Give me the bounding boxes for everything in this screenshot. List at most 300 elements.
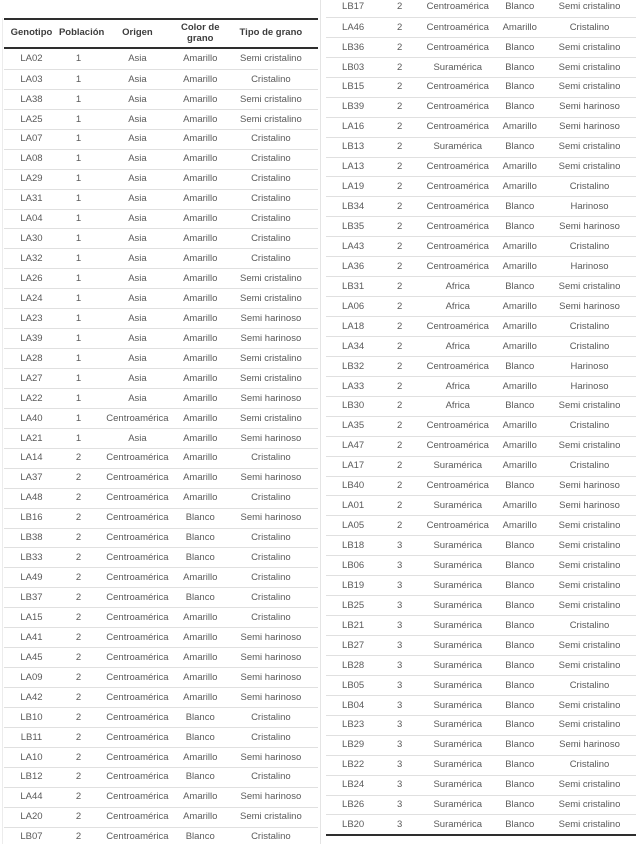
table-cell: 3 — [396, 600, 403, 611]
table-cell: Blanco — [505, 680, 535, 691]
table-cell: Cristalino — [569, 182, 610, 192]
table-cell: Semi harinoso — [240, 473, 302, 483]
table-cell: LA35 — [342, 421, 365, 431]
table-cell: LB05 — [342, 680, 365, 691]
table-row — [326, 575, 636, 595]
table-cell: Cristalino — [569, 421, 610, 431]
table-row — [326, 236, 636, 256]
table-cell: Suramérica — [433, 740, 483, 750]
table-row — [326, 775, 636, 795]
table-cell: Asia — [128, 353, 147, 364]
table-cell: 2 — [396, 421, 403, 431]
table-cell: Blanco — [185, 712, 215, 723]
table-cell: 1 — [75, 333, 82, 344]
table-cell: 2 — [396, 341, 403, 352]
table-cell: Blanco — [185, 772, 215, 782]
table-row — [326, 176, 636, 196]
table-cell: 2 — [396, 42, 403, 53]
header-poblacion: Población — [58, 27, 105, 39]
table-cell: LB28 — [342, 660, 365, 671]
table-cell: Cristalino — [251, 194, 291, 204]
table-cell: Semi harinoso — [240, 313, 302, 324]
table-cell: 3 — [396, 700, 403, 711]
table-row — [326, 77, 636, 97]
table-cell: Semi cristalino — [558, 560, 621, 571]
table-cell: 2 — [396, 401, 403, 411]
table-cell: Amarillo — [183, 154, 218, 164]
table-header-row — [4, 18, 318, 49]
table-row — [4, 368, 318, 388]
table-cell: Centroamérica — [106, 832, 169, 842]
table-cell: Blanco — [185, 593, 215, 603]
table-cell: Amarillo — [502, 461, 537, 471]
table-cell: 2 — [396, 202, 403, 212]
table-cell: LA25 — [20, 114, 43, 125]
table-cell: Semi cristalino — [239, 353, 302, 364]
table-cell: África — [445, 341, 470, 352]
table-cell: Amarillo — [183, 692, 218, 703]
table-cell: LA29 — [20, 174, 43, 184]
table-cell: Suramérica — [433, 820, 483, 830]
table-cell: Blanco — [505, 202, 535, 212]
table-cell: LB39 — [342, 102, 365, 112]
table-cell: Centroamérica — [426, 202, 489, 212]
table-row — [326, 695, 636, 715]
table-cell: LA42 — [20, 692, 43, 703]
table-cell: Semi cristalino — [558, 541, 621, 551]
table-row — [4, 627, 318, 647]
table-row — [326, 97, 636, 117]
table-cell: Semi cristalino — [558, 82, 621, 92]
table-cell: Suramérica — [433, 600, 483, 611]
table-cell: Cristalino — [569, 241, 610, 252]
table-cell: Amarillo — [502, 162, 537, 172]
table-cell: LB32 — [342, 361, 365, 372]
table-cell: LA43 — [342, 241, 365, 252]
table-cell: Centroamérica — [106, 493, 169, 503]
table-cell: LA16 — [342, 122, 365, 132]
table-cell: Centroamérica — [426, 42, 489, 53]
table-cell: Amarillo — [502, 421, 537, 431]
table-cell: Semi cristalino — [558, 600, 621, 611]
table-row — [4, 248, 318, 268]
table-cell: Cristalino — [251, 712, 291, 723]
table-cell: Suramérica — [433, 461, 483, 471]
table-cell: Blanco — [505, 600, 535, 611]
table-cell: Blanco — [505, 481, 535, 491]
table-row — [326, 515, 636, 535]
table-cell: LA49 — [20, 573, 43, 583]
table-cell: Cristalino — [251, 174, 291, 184]
table-cell: Asia — [128, 254, 147, 264]
table-row — [4, 687, 318, 707]
table-cell: 2 — [75, 493, 82, 503]
table-cell: LA48 — [20, 493, 43, 503]
table-cell: LA41 — [20, 632, 43, 643]
table-cell: Suramérica — [433, 680, 483, 691]
table-cell: Blanco — [505, 401, 535, 411]
table-cell: 1 — [75, 313, 82, 324]
table-cell: Blanco — [185, 513, 215, 523]
table-cell: 2 — [75, 473, 82, 483]
table-cell: Centroamérica — [106, 593, 169, 603]
table-cell: LB37 — [20, 593, 43, 603]
table-cell: Centroamérica — [426, 82, 489, 92]
table-cell: LB26 — [342, 800, 365, 810]
table-cell: Centroamérica — [106, 652, 169, 663]
table-cell: Cristalino — [251, 573, 291, 583]
header-genotipo: Genotipo — [10, 27, 53, 39]
table-cell: Semi cristalino — [558, 521, 621, 531]
table-cell: 1 — [75, 134, 82, 144]
table-cell: Amarillo — [183, 94, 218, 105]
table-row — [4, 727, 318, 747]
table-row — [4, 388, 318, 408]
table-cell: Amarillo — [183, 134, 218, 144]
table-cell: LB11 — [20, 732, 43, 743]
table-row — [326, 755, 636, 775]
table-cell: 2 — [396, 102, 403, 112]
table-cell: 3 — [396, 541, 403, 551]
table-cell: 2 — [75, 612, 82, 623]
table-row — [326, 356, 636, 376]
genotype-table-left — [4, 18, 318, 844]
table-cell: Blanco — [505, 820, 535, 830]
table-cell: Blanco — [505, 281, 535, 292]
table-cell: LB25 — [342, 600, 365, 611]
table-cell: LA39 — [20, 333, 43, 344]
table-cell: 3 — [396, 640, 403, 651]
table-cell: 1 — [75, 393, 82, 404]
table-row — [326, 436, 636, 456]
table-cell: Semi cristalino — [558, 441, 621, 451]
table-cell: Centroamérica — [426, 421, 489, 431]
table-cell: Asia — [128, 373, 147, 384]
table-cell: Semi cristalino — [558, 162, 621, 172]
table-cell: 2 — [396, 22, 403, 33]
table-cell: Asia — [128, 194, 147, 204]
table-cell: 2 — [396, 501, 403, 511]
table-cell: LA40 — [20, 413, 43, 424]
table-cell: LA38 — [20, 94, 43, 105]
table-row — [4, 607, 318, 627]
table-cell: LB17 — [342, 2, 365, 12]
table-cell: 2 — [396, 261, 403, 272]
table-cell: Semi cristalino — [239, 274, 302, 284]
table-cell: 2 — [396, 521, 403, 531]
table-cell: Amarillo — [183, 114, 218, 125]
header-tipo-grano: Tipo de grano — [239, 27, 303, 39]
table-cell: Blanco — [505, 700, 535, 711]
table-cell: Amarillo — [502, 381, 537, 392]
table-row — [326, 376, 636, 396]
table-row — [4, 508, 318, 528]
table-cell: Suramérica — [433, 142, 483, 152]
table-row — [4, 169, 318, 189]
table-cell: Suramérica — [433, 580, 483, 591]
table-cell: Centroamérica — [106, 612, 169, 623]
table-cell: Amarillo — [183, 433, 218, 444]
table-cell: LA28 — [20, 353, 43, 364]
table-cell: 1 — [75, 74, 82, 85]
table-cell: Amarillo — [502, 241, 537, 252]
table-cell: LB13 — [342, 142, 365, 152]
table-cell: Centroamérica — [106, 473, 169, 483]
table-row — [4, 408, 318, 428]
table-row — [4, 129, 318, 149]
table-cell: Amarillo — [183, 174, 218, 184]
table-row — [4, 488, 318, 508]
table-cell: Amarillo — [183, 313, 218, 324]
table-cell: Asia — [128, 214, 147, 224]
table-cell: Amarillo — [502, 341, 537, 352]
table-cell: 1 — [75, 353, 82, 364]
table-cell: Cristalino — [251, 493, 291, 503]
table-cell: LA13 — [342, 162, 365, 172]
table-cell: Cristalino — [251, 234, 291, 244]
table-row — [326, 157, 636, 177]
table-row — [4, 528, 318, 548]
table-row — [4, 89, 318, 109]
table-row — [326, 216, 636, 236]
table-cell: LA08 — [20, 154, 43, 164]
table-cell: Centroamérica — [106, 573, 169, 583]
table-cell: 2 — [75, 593, 82, 603]
table-cell: Blanco — [505, 42, 535, 53]
table-cell: Asia — [128, 154, 147, 164]
table-cell: 2 — [396, 481, 403, 491]
table-row — [4, 547, 318, 567]
table-cell: Semi harinoso — [240, 792, 302, 802]
table-cell: Blanco — [505, 361, 535, 372]
table-cell: Centroamérica — [426, 122, 489, 132]
table-cell: Cristalino — [251, 732, 291, 743]
table-cell: Semi cristalino — [558, 640, 621, 651]
table-cell: Blanco — [505, 560, 535, 571]
table-cell: Blanco — [505, 2, 535, 12]
table-cell: Semi harinoso — [240, 333, 302, 344]
table-cell: LB15 — [342, 82, 365, 92]
table-cell: África — [445, 281, 470, 292]
table-cell: Amarillo — [183, 453, 218, 463]
table-cell: 1 — [75, 194, 82, 204]
table-cell: LB33 — [20, 553, 43, 563]
table-row — [326, 316, 636, 336]
table-cell: LA19 — [342, 182, 365, 192]
table-cell: 2 — [75, 652, 82, 663]
table-cell: Centroamérica — [106, 692, 169, 703]
table-cell: LB21 — [342, 620, 365, 631]
table-row — [4, 767, 318, 787]
table-cell: 3 — [396, 620, 403, 631]
table-cell: LB31 — [342, 281, 365, 292]
table-cell: 2 — [75, 672, 82, 683]
table-cell: Centroamérica — [106, 752, 169, 763]
table-cell: Suramérica — [433, 720, 483, 730]
table-cell: Amarillo — [183, 234, 218, 244]
table-cell: LA21 — [20, 433, 43, 444]
table-cell: Blanco — [505, 760, 535, 770]
table-row — [4, 827, 318, 844]
table-cell: Amarillo — [183, 812, 218, 822]
table-cell: 2 — [396, 2, 403, 12]
table-cell: Amarillo — [183, 194, 218, 204]
table-cell: Semi cristalino — [239, 812, 302, 822]
table-cell: Asia — [128, 433, 147, 444]
table-cell: Centroamérica — [106, 712, 169, 723]
table-row — [4, 189, 318, 209]
table-cell: Semi harinoso — [559, 740, 620, 750]
table-cell: 2 — [396, 122, 403, 132]
table-cell: Semi cristalino — [239, 114, 302, 125]
table-cell: Suramérica — [433, 541, 483, 551]
table-row — [4, 567, 318, 587]
table-row — [4, 587, 318, 607]
table-cell: LA32 — [20, 254, 43, 264]
table-cell: Semi harinoso — [240, 393, 302, 404]
table-cell: LB10 — [20, 712, 43, 723]
table-cell: Asia — [128, 274, 147, 284]
table-cell: Semi harinoso — [240, 632, 302, 643]
table-cell: Semi cristalino — [558, 820, 621, 830]
table-cell: LB36 — [342, 42, 365, 53]
table-cell: 2 — [75, 513, 82, 523]
table-row — [4, 69, 318, 89]
table-cell: Centroamérica — [106, 812, 169, 822]
table-cell: Suramérica — [433, 560, 483, 571]
table-cell: Asia — [128, 94, 147, 105]
table-cell: 1 — [75, 293, 82, 304]
table-cell: LB40 — [342, 481, 365, 491]
table-cell: Amarillo — [183, 333, 218, 344]
table-cell: Amarillo — [183, 672, 218, 683]
table-cell: 2 — [396, 62, 403, 73]
table-cell: Asia — [128, 293, 147, 304]
table-cell: Amarillo — [183, 254, 218, 264]
table-cell: LA04 — [20, 214, 43, 224]
table-cell: Amarillo — [502, 441, 537, 451]
table-cell: Semi cristalino — [239, 373, 302, 384]
table-row — [4, 149, 318, 169]
table-row — [326, 814, 636, 834]
table-cell: Cristalino — [251, 612, 291, 623]
table-cell: 3 — [396, 780, 403, 790]
table-cell: Centroamérica — [106, 792, 169, 802]
table-cell: Blanco — [505, 660, 535, 671]
table-cell: Amarillo — [502, 182, 537, 192]
table-cell: Amarillo — [183, 413, 218, 424]
table-cell: Cristalino — [251, 832, 291, 842]
table-cell: 3 — [396, 560, 403, 571]
table-cell: Asia — [128, 114, 147, 125]
table-row — [326, 615, 636, 635]
table-cell: Semi cristalino — [558, 401, 621, 411]
table-row — [4, 308, 318, 328]
table-cell: LB24 — [342, 780, 365, 790]
table-row — [4, 49, 318, 69]
table-cell: Centroamérica — [426, 521, 489, 531]
table-cell: LA33 — [342, 381, 365, 392]
table-cell: Semi cristalino — [558, 62, 621, 73]
table-cell: LB23 — [342, 720, 365, 730]
table-cell: Suramérica — [433, 800, 483, 810]
table-cell: 2 — [75, 692, 82, 703]
table-cell: Cristalino — [251, 214, 291, 224]
table-cell: Semi cristalino — [239, 94, 302, 105]
table-row — [326, 396, 636, 416]
table-cell: Centroamérica — [106, 413, 169, 424]
table-cell: LA36 — [342, 261, 365, 272]
table-cell: 2 — [396, 301, 403, 312]
table-cell: 3 — [396, 740, 403, 750]
table-cell: 2 — [75, 752, 82, 763]
table-cell: Semi harinoso — [240, 433, 302, 444]
table-cell: LA27 — [20, 373, 43, 384]
table-cell: Cristalino — [569, 461, 610, 471]
table-row — [4, 647, 318, 667]
table-cell: 2 — [75, 792, 82, 802]
table-row — [326, 336, 636, 356]
table-cell: Centroamérica — [106, 632, 169, 643]
table-cell: Amarillo — [502, 301, 537, 312]
table-cell: Centroamérica — [426, 182, 489, 192]
table-cell: LA34 — [342, 341, 365, 352]
table-cell: LA15 — [20, 612, 43, 623]
table-cell: Cristalino — [251, 134, 291, 144]
table-cell: Amarillo — [183, 632, 218, 643]
table-cell: LA01 — [342, 501, 365, 511]
table-cell: LA47 — [342, 441, 365, 451]
table-cell: 1 — [75, 373, 82, 384]
table-cell: Semi harinoso — [240, 692, 302, 703]
table-cell: Suramérica — [433, 640, 483, 651]
table-cell: Semi cristalino — [558, 700, 621, 711]
table-row — [326, 795, 636, 815]
table-cell: Semi cristalino — [558, 780, 621, 790]
table-cell: LA24 — [20, 293, 43, 304]
table-cell: Amarillo — [183, 54, 218, 64]
table-cell: Amarillo — [502, 501, 537, 511]
table-cell: 2 — [75, 533, 82, 543]
table-row — [326, 17, 636, 37]
table-cell: Cristalino — [251, 453, 291, 463]
table-row — [4, 667, 318, 687]
table-cell: Centroamérica — [106, 513, 169, 523]
table-cell: 3 — [396, 660, 403, 671]
table-cell: Asia — [128, 54, 147, 64]
table-cell: Amarillo — [183, 393, 218, 404]
table-cell: Amarillo — [502, 521, 537, 531]
table-cell: Semi cristalino — [558, 660, 621, 671]
table-cell: África — [445, 401, 470, 411]
table-cell: LA17 — [342, 461, 365, 471]
table-cell: LB27 — [342, 640, 365, 651]
table-row — [4, 747, 318, 767]
table-cell: 3 — [396, 800, 403, 810]
table-cell: Suramérica — [433, 620, 483, 631]
table-cell: África — [445, 301, 470, 312]
table-cell: Blanco — [505, 620, 535, 631]
table-cell: LA37 — [20, 473, 43, 483]
table-cell: Cristalino — [569, 22, 610, 33]
table-cell: África — [445, 381, 470, 392]
table-cell: Suramérica — [433, 780, 483, 790]
table-cell: Centroamérica — [426, 162, 489, 172]
table-cell: Amarillo — [183, 752, 218, 763]
table-row — [326, 735, 636, 755]
table-cell: Amarillo — [183, 612, 218, 623]
table-row — [326, 476, 636, 496]
